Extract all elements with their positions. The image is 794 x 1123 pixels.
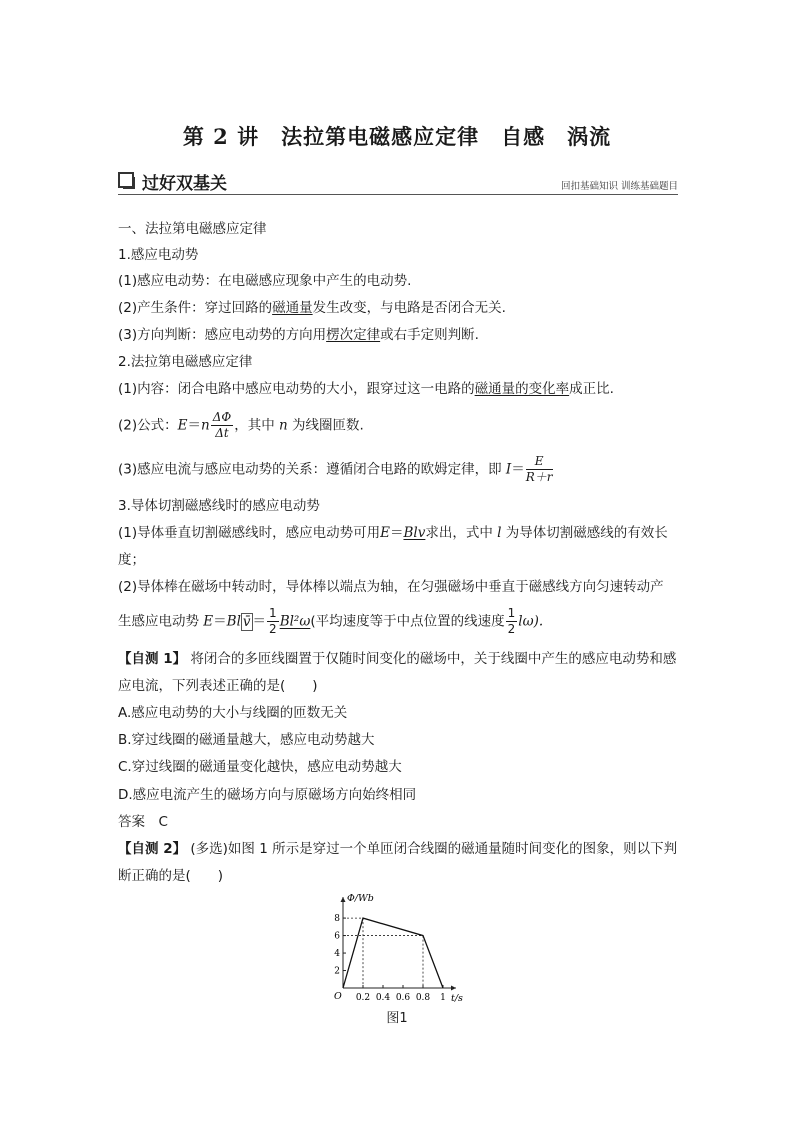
x-axis-label: t/s <box>451 993 463 1004</box>
para-rotation-1: (2)导体棒在磁场中转动时，导体棒以端点为轴，在匀强磁场中垂直于磁感线方向匀速转动产 <box>118 579 664 595</box>
para-rotation-2: 生感应电动势 E＝Bl v̄ ＝ $\frac{1}{2}$ Bl²ω(平均速度等于中点位置的线速度 $\frac{1}{2}$ lω). <box>118 606 544 636</box>
y-tick-label: 4 <box>334 949 340 960</box>
fraction-dphi-dt: $\frac{\Delta\Phi}{\Delta t}$ <box>212 410 232 440</box>
fraction-ohm: $\frac{E}{R+r}$ <box>525 454 553 484</box>
question-2-stem-2: 断正确的是( ) <box>118 868 224 884</box>
y-axis-arrow <box>341 897 346 902</box>
y-axis-label: Φ/Wb <box>347 893 374 904</box>
x-tick-label: 1 <box>440 993 446 1003</box>
para-direction: (3)方向判断：感应电动势的方向用楞次定律或右手定则判断. <box>118 327 479 343</box>
section-header <box>118 169 678 195</box>
section-subtitle: 回扣基础知识 训练基础题目 <box>560 181 678 192</box>
para-formula: (2)公式：E＝n $\frac{\Delta\Phi}{\Delta t}$ ，其中 n 为线圈匝数. <box>118 410 364 440</box>
figure-caption: 图1 <box>386 1011 408 1026</box>
origin-label: O <box>334 991 342 1002</box>
x-tick-label: 0.4 <box>375 993 391 1003</box>
page-title: 第 2 讲 法拉第电磁感应定律 自感 涡流 <box>182 124 612 149</box>
para-cutting-1b: 度； <box>118 552 145 568</box>
question-1-stem-2: 应电流，下列表述正确的是( ) <box>118 678 318 694</box>
x-axis-arrow <box>451 986 456 991</box>
flux-series-line <box>343 918 443 988</box>
option-d: D.感应电流产生的磁场方向与原磁场方向始终相同 <box>118 787 417 803</box>
para-cutting-1: (1)导体垂直切割磁感线时，感应电动势可用E＝Blv求出，式中 l 为导体切割磁感线的有效长 <box>118 525 668 541</box>
question-2-stem: 【自测 2】 (多选)如图 1 所示是穿过一个单匝闭合线圈的磁通量随时间变化的图象，则以下判 <box>118 841 678 857</box>
option-c: C.穿过线圈的磁通量变化越快，感应电动势越大 <box>118 759 402 775</box>
x-tick-label: 0.6 <box>395 993 411 1003</box>
x-tick-label: 0.8 <box>415 993 431 1003</box>
para-content: (1)内容：闭合电路中感应电动势的大小，跟穿过这一电路的磁通量的变化率成正比. <box>118 381 614 397</box>
option-a: A.感应电动势的大小与线圈的匝数无关 <box>118 705 348 721</box>
option-b: B.穿过线圈的磁通量越大，感应电动势越大 <box>118 732 375 748</box>
y-tick-label: 6 <box>334 931 340 942</box>
section-divider <box>118 194 678 195</box>
answer: 答案 C <box>118 814 168 830</box>
heading-induced-emf: 1.感应电动势 <box>118 247 199 263</box>
section-title: 过好双基关 <box>142 174 227 194</box>
para-definition: (1)感应电动势：在电磁感应现象中产生的电动势. <box>118 273 412 289</box>
y-tick-label: 2 <box>334 966 340 977</box>
x-tick-label: 0.2 <box>355 993 371 1003</box>
stacked-squares-icon <box>118 172 135 189</box>
para-ohm: (3)感应电流与感应电动势的关系：遵循闭合电路的欧姆定律，即 I＝ $\frac{E}{R+r}$ <box>118 454 553 484</box>
heading-cutting: 3.导体切割磁感线时的感应电动势 <box>118 498 320 514</box>
question-1-stem: 【自测 1】 将闭合的多匝线圈置于仅随时间变化的磁场中，关于线圈中产生的感应电动势和感 <box>118 651 677 667</box>
heading-faraday-law: 2.法拉第电磁感应定律 <box>118 354 253 370</box>
flux-time-chart <box>320 893 463 1004</box>
heading-faraday: 一、法拉第电磁感应定律 <box>118 221 267 237</box>
para-condition: (2)产生条件：穿过回路的磁通量发生改变，与电路是否闭合无关. <box>118 300 506 316</box>
y-tick-label: 8 <box>334 914 340 925</box>
